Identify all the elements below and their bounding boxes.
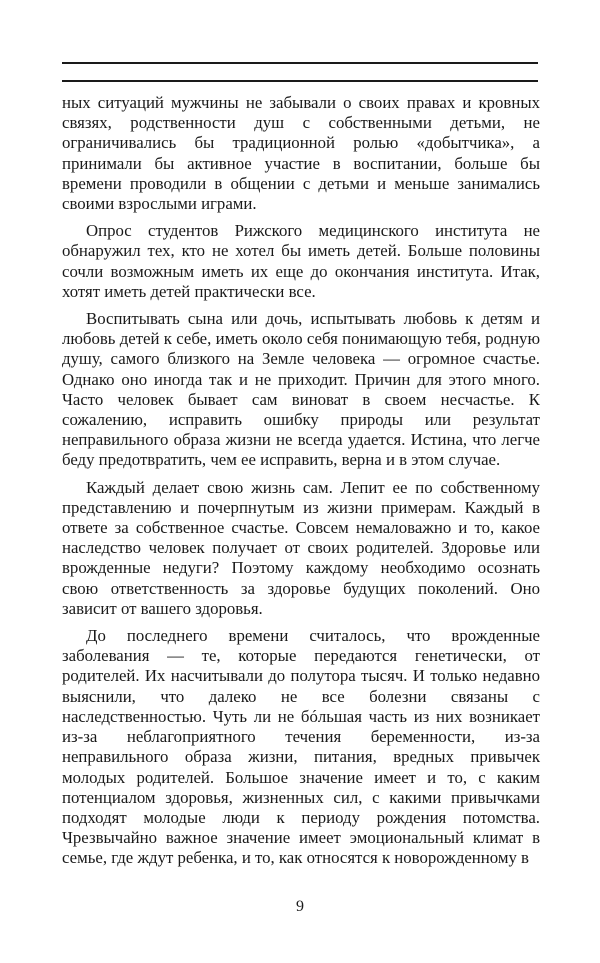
paragraph-2: Опрос студентов Рижского медицинского института не обнаружил тех, кто не хотел бы иметь детей. Больше половины сочли возможным иметь их еще до окончания института. Итак, хотят иметь детей практически все.	[62, 221, 540, 301]
paragraph-5: До последнего времени считалось, что врожденные заболевания — те, которые передаются генетически, от родителей. Их насчитывали до полутора тысяч. И только недавно выяснили, что далеко не все болезни связаны с наследственностью. Чуть ли не бóльшая часть из них возникает из-за неблагоприятного течения беременности, из-за неправильного образа жизни, питания, вредных привычек молодых родителей. Большое значение имеет и то, с каким потенциалом здоровья, жизненных сил, с какими привычками подходят молодые люди к периоду рождения потомства. Чрезвычайно важное значение имеет эмоциональный климат в семье, где ждут ребенка, и то, как относятся к новорожденному в	[62, 626, 540, 868]
page-number: 9	[296, 898, 304, 915]
paragraph-1: ных ситуаций мужчины не забывали о своих правах и кровных связях, родственности душ с собственными детьми, не ограничивались бы традиционной ролью «добытчика», а принимали бы активное участие в воспитании, больше бы времени проводили в общении с детьми и меньше занимались своими взрослыми играми.	[62, 93, 540, 214]
paragraph-4: Каждый делает свою жизнь сам. Лепит ее по собственному представлению и почерпнутым из жизни примерам. Каждый в ответе за собственное счастье. Совсем немаловажно и то, какое наследство человек получает от своих родителей. Здоровье или врожденные недуги? Поэтому каждому необходимо осознать свою ответственность за здоровье будущих поколений. Оно зависит от вашего здоровья.	[62, 477, 540, 618]
header-rule-bottom	[62, 80, 538, 82]
body-text	[62, 93, 540, 869]
header-rule-top	[62, 62, 538, 64]
paragraph-3: Воспитывать сына или дочь, испытывать любовь к детям и любовь детей к себе, иметь около себя понимающую тебя, родную душу, самого близкого на Земле человека — огромное счастье. Однако оно иногда так и не приходит. Причин для этого много. Часто человек бывает сам виноват в своем несчастье. К сожалению, исправить ошибку природы или результат неправильного образа жизни не всегда удается. Истина, что легче беду предотвратить, чем ее исправить, верна и в этом случае.	[62, 309, 540, 470]
